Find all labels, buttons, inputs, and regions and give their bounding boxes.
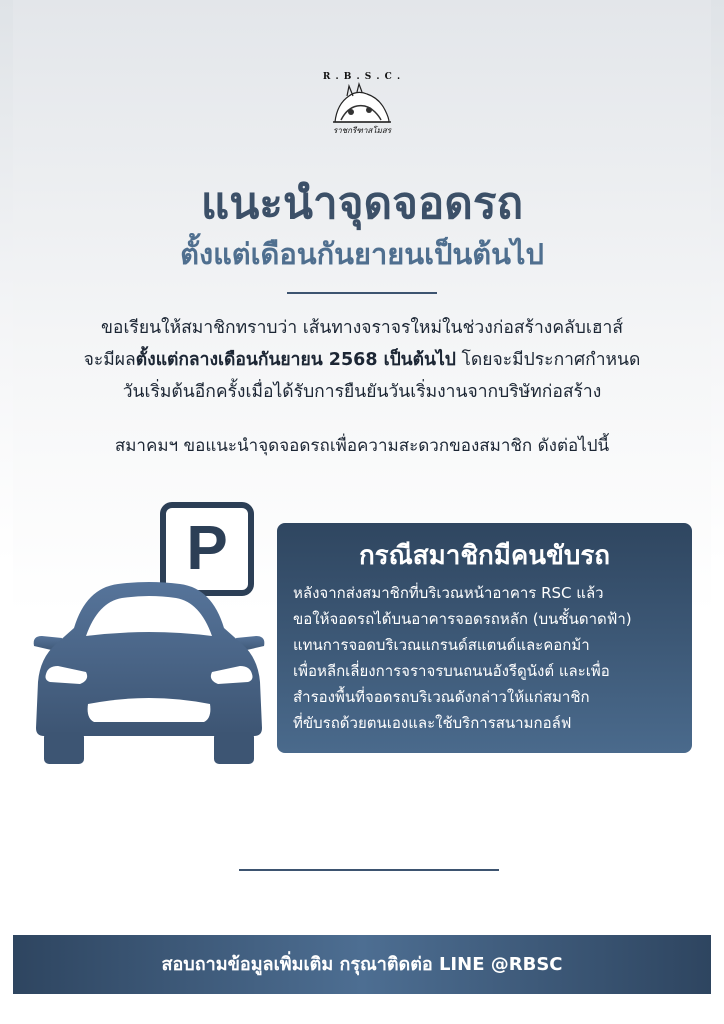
intro-line-2-highlight: ตั้งแต่กลางเดือนกันยายน 2568 เป็นต้นไป xyxy=(135,350,456,370)
info-line: หลังจากส่งสมาชิกที่บริเวณหน้าอาคาร RSC แล้ว xyxy=(293,584,604,602)
info-line: แทนการจอดบริเวณแกรนด์สแตนด์และคอกม้า xyxy=(293,636,590,654)
info-line: สำรองพื้นที่จอดรถบริเวณดังกล่าวให้แก่สมาชิก xyxy=(293,688,590,706)
top-divider xyxy=(287,292,437,294)
info-line: ที่ขับรถด้วยตนเองและใช้บริการสนามกอล์ฟ xyxy=(293,714,572,732)
intro-paragraph xyxy=(30,312,694,408)
car-icon xyxy=(28,578,270,768)
parking-sign-letter: P xyxy=(186,514,228,583)
info-box-title: กรณีสมาชิกมีคนขับรถ xyxy=(358,541,611,571)
notice-text: สมาคมฯ ขอแนะนำจุดจอดรถเพื่อความสะดวกของสมาชิก ดังต่อไปนี้ xyxy=(114,436,610,456)
page-subtitle: ตั้งแต่เดือนกันยายนเป็นต้นไป xyxy=(180,237,544,271)
club-emblem-icon xyxy=(327,82,397,126)
logo-top-text: R . B . S . C . xyxy=(322,72,402,82)
info-box-body xyxy=(287,580,682,736)
info-line: ขอให้จอดรถได้บนอาคารจอดรถหลัก (บนชั้นดาดฟ้า) xyxy=(293,610,632,628)
info-line: เพื่อหลีกเลี่ยงการจราจรบนถนนอังรีดูนังต์ และเพื่อ xyxy=(293,662,610,680)
intro-line-2 xyxy=(30,344,694,376)
contact-footer: สอบถามข้อมูลเพิ่มเติม กรุณาติดต่อ LINE @RBSC xyxy=(13,935,711,994)
intro-line-3: วันเริ่มต้นอีกครั้งเมื่อได้รับการยืนยันวันเริ่มงานจากบริษัทก่อสร้าง xyxy=(122,382,602,402)
logo-bottom-text: ราชกรีฑาสโมสร xyxy=(332,126,392,135)
intro-line-2-prefix: จะมีผล xyxy=(83,350,136,370)
intro-line-1: ขอเรียนให้สมาชิกทราบว่า เส้นทางจราจรใหม่ในช่วงก่อสร้างคลับเฮาส์ xyxy=(100,318,624,338)
club-logo xyxy=(322,72,402,140)
page-title: แนะนำจุดจอดรถ xyxy=(200,178,524,229)
intro-line-2-suffix: โดยจะมีประกาศกำหนด xyxy=(455,350,641,370)
chauffeur-info-box xyxy=(277,523,692,753)
bottom-divider xyxy=(239,869,499,871)
